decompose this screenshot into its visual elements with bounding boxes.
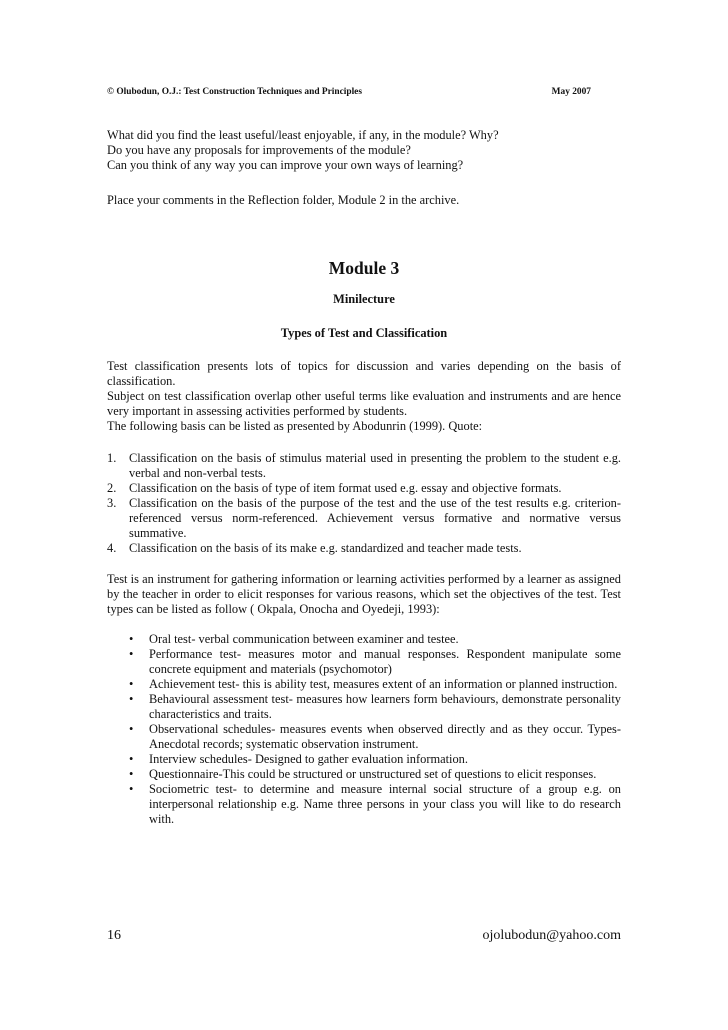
intro-paragraph: The following basis can be listed as presented by Abodunrin (1999). Quote: [107, 419, 483, 433]
list-number: 1. [107, 451, 117, 465]
header-date: May 2007 [551, 87, 591, 97]
list-number: 4. [107, 541, 117, 555]
classification-list [107, 451, 621, 556]
list-item [107, 677, 621, 692]
list-item [107, 767, 621, 782]
list-item-text: Interview schedules- Designed to gather evaluation information. [149, 752, 468, 766]
intro-paragraph: Subject on test classification overlap other useful terms like evaluation and instruments and are hence very important in assessing activities performed by students. [107, 389, 621, 418]
bullet-icon: • [129, 722, 134, 736]
reflection-question: What did you find the least useful/least enjoyable, if any, in the module? Why? [107, 128, 499, 142]
list-item [107, 722, 621, 752]
list-item [107, 481, 621, 496]
list-item-text: Classification on the basis of type of item format used e.g. essay and objective formats. [129, 481, 562, 495]
footer-email: ojolubodun@yahoo.com [482, 928, 621, 943]
bullet-icon: • [129, 632, 134, 646]
bullet-icon: • [129, 767, 134, 781]
reflection-question: Can you think of any way you can improve your own ways of learning? [107, 158, 464, 172]
list-item-text: Sociometric test- to determine and measure internal social structure of a group e.g. on interpersonal relationship e.g. Name three persons in your class you will like to do research with. [149, 782, 621, 826]
test-types-block [107, 632, 621, 827]
list-item [107, 496, 621, 541]
list-item [107, 451, 621, 481]
reflection-question: Do you have any proposals for improvements of the module? [107, 143, 411, 157]
list-item-text: Classification on the basis of stimulus material used in presenting the problem to the student e.g. verbal and non-verbal tests. [129, 451, 621, 480]
module-title: Module 3 [328, 258, 400, 278]
list-number: 3. [107, 496, 117, 510]
bullet-icon: • [129, 692, 134, 706]
reflection-questions [107, 128, 621, 173]
bullet-icon: • [129, 752, 134, 766]
bullet-icon: • [129, 677, 134, 691]
list-item [107, 632, 621, 647]
list-item-text: Observational schedules- measures events when observed directly and as they occur. Types- Anecdotal records; systematic observation instrument. [149, 722, 621, 751]
list-item [107, 692, 621, 722]
bullet-icon: • [129, 782, 134, 796]
section-title: Types of Test and Classification [280, 326, 448, 340]
list-item [107, 752, 621, 767]
intro-text [107, 359, 621, 434]
list-item-text: Oral test- verbal communication between examiner and testee. [149, 632, 459, 646]
module-subtitle: Minilecture [333, 292, 395, 306]
test-types-list [107, 632, 621, 827]
intro-paragraph: Test classification presents lots of topics for discussion and varies depending on the basis of classification. [107, 359, 621, 388]
list-item-text: Performance test- measures motor and manual responses. Respondent manipulate some concrete equipment and materials (psychomotor) [149, 647, 621, 676]
list-item [107, 541, 621, 556]
test-paragraph: Test is an instrument for gathering information or learning activities performed by a learner as assigned by the teacher in order to elicit responses for various reasons, which set the objectives of the test. Test types can be listed as follow ( Okpala, Onocha and Oyedeji, 1993): [107, 572, 621, 616]
classification-list-block [107, 451, 621, 556]
bullet-icon: • [129, 647, 134, 661]
list-item [107, 647, 621, 677]
page-header [107, 87, 591, 97]
list-item-text: Classification on the basis of its make e.g. standardized and teacher made tests. [129, 541, 522, 555]
reflection-instruction: Place your comments in the Reflection folder, Module 2 in the archive. [107, 193, 460, 207]
list-item-text: Behavioural assessment test- measures how learners form behaviours, demonstrate personality characteristics and traits. [149, 692, 621, 721]
list-item-text: Questionnaire-This could be structured or unstructured set of questions to elicit responses. [149, 767, 597, 781]
list-item-text: Classification on the basis of the purpose of the test and the use of the test results e.g. criterion-referenced versus norm-referenced. Achievement versus formative and normative versus summative. [129, 496, 621, 540]
list-item-text: Achievement test- this is ability test, measures extent of an information or planned instruction. [149, 677, 618, 691]
page-footer [107, 928, 621, 944]
list-number: 2. [107, 481, 117, 495]
list-item [107, 782, 621, 827]
page-number: 16 [107, 928, 121, 943]
header-title: © Olubodun, O.J.: Test Construction Techniques and Principles [107, 87, 362, 97]
